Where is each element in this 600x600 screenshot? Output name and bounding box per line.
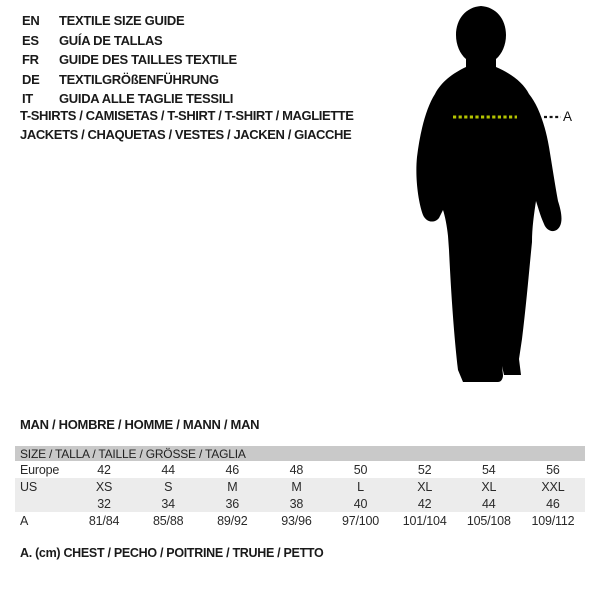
table-cell: M <box>264 478 328 495</box>
language-list <box>22 11 237 109</box>
table-cell: XL <box>393 478 457 495</box>
table-row-europe <box>15 461 585 478</box>
section-title-man: MAN / HOMBRE / HOMME / MANN / MAN <box>20 417 260 432</box>
table-cell: 44 <box>457 495 521 512</box>
table-cell: 109/112 <box>531 513 575 528</box>
man-silhouette <box>410 4 573 394</box>
language-code: IT <box>22 91 33 107</box>
row-label: Europe <box>20 462 60 477</box>
language-code: DE <box>22 71 40 87</box>
language-code: EN <box>22 13 40 29</box>
table-cell: 42 <box>97 462 111 477</box>
table-row-us-numeric <box>15 495 585 512</box>
garment-categories <box>20 106 354 144</box>
language-title: GUIDE DES TAILLES TEXTILE <box>59 52 237 68</box>
table-cell: 32 <box>72 495 136 512</box>
language-row <box>22 31 237 51</box>
language-row <box>22 50 237 70</box>
table-cell: 105/108 <box>466 513 511 528</box>
size-table-header-row <box>15 446 585 461</box>
table-cell: L <box>329 478 393 495</box>
table-cell: XS <box>72 478 136 495</box>
footnote-chest: A. (cm) CHEST / PECHO / POITRINE / TRUHE / PETTO <box>20 546 324 560</box>
table-cell: XL <box>457 478 521 495</box>
measurement-figure <box>410 4 580 394</box>
table-cell: 54 <box>482 462 496 477</box>
row-label: US <box>15 478 72 495</box>
table-cell: 34 <box>136 495 200 512</box>
table-cell: 40 <box>329 495 393 512</box>
language-code: ES <box>22 32 39 48</box>
row-label: A <box>20 513 29 528</box>
row-label <box>15 495 72 512</box>
language-title: GUÍA DE TALLAS <box>59 32 163 48</box>
table-cell: 48 <box>289 462 304 477</box>
table-cell: 85/88 <box>153 513 184 528</box>
table-cell: 101/104 <box>402 513 447 528</box>
category-jackets: JACKETS / CHAQUETAS / VESTES / JACKEN / GIACCHE <box>20 127 352 142</box>
table-cell: M <box>200 478 264 495</box>
table-cell: 89/92 <box>217 513 248 528</box>
table-cell: 52 <box>417 462 432 477</box>
table-row-chest-cm <box>15 512 585 529</box>
language-code: FR <box>22 52 39 68</box>
size-table <box>15 446 585 529</box>
language-title: TEXTILE SIZE GUIDE <box>59 13 185 29</box>
table-cell: 56 <box>546 462 560 477</box>
category-tshirts: T-SHIRTS / CAMISETAS / T-SHIRT / T-SHIRT / MAGLIETTE <box>20 108 354 123</box>
table-cell: 46 <box>225 462 240 477</box>
table-cell: S <box>136 478 200 495</box>
language-row <box>22 11 237 31</box>
table-cell: XXL <box>521 478 585 495</box>
table-cell: 97/100 <box>342 513 380 528</box>
table-cell: 42 <box>393 495 457 512</box>
measure-label-a: A <box>563 109 573 124</box>
language-row <box>22 70 237 90</box>
table-cell: 46 <box>521 495 585 512</box>
table-row-us <box>15 478 585 495</box>
table-cell: 36 <box>200 495 264 512</box>
language-title: TEXTILGRÖßENFÜHRUNG <box>59 71 219 87</box>
table-cell: 50 <box>353 462 368 477</box>
language-title: GUIDA ALLE TAGLIE TESSILI <box>59 91 234 107</box>
table-cell: 81/84 <box>88 513 120 528</box>
table-cell: 38 <box>264 495 328 512</box>
table-cell: 93/96 <box>281 513 312 528</box>
table-cell: 44 <box>161 462 175 477</box>
size-table-header: SIZE / TALLA / TAILLE / GRÖSSE / TAGLIA <box>15 446 585 461</box>
